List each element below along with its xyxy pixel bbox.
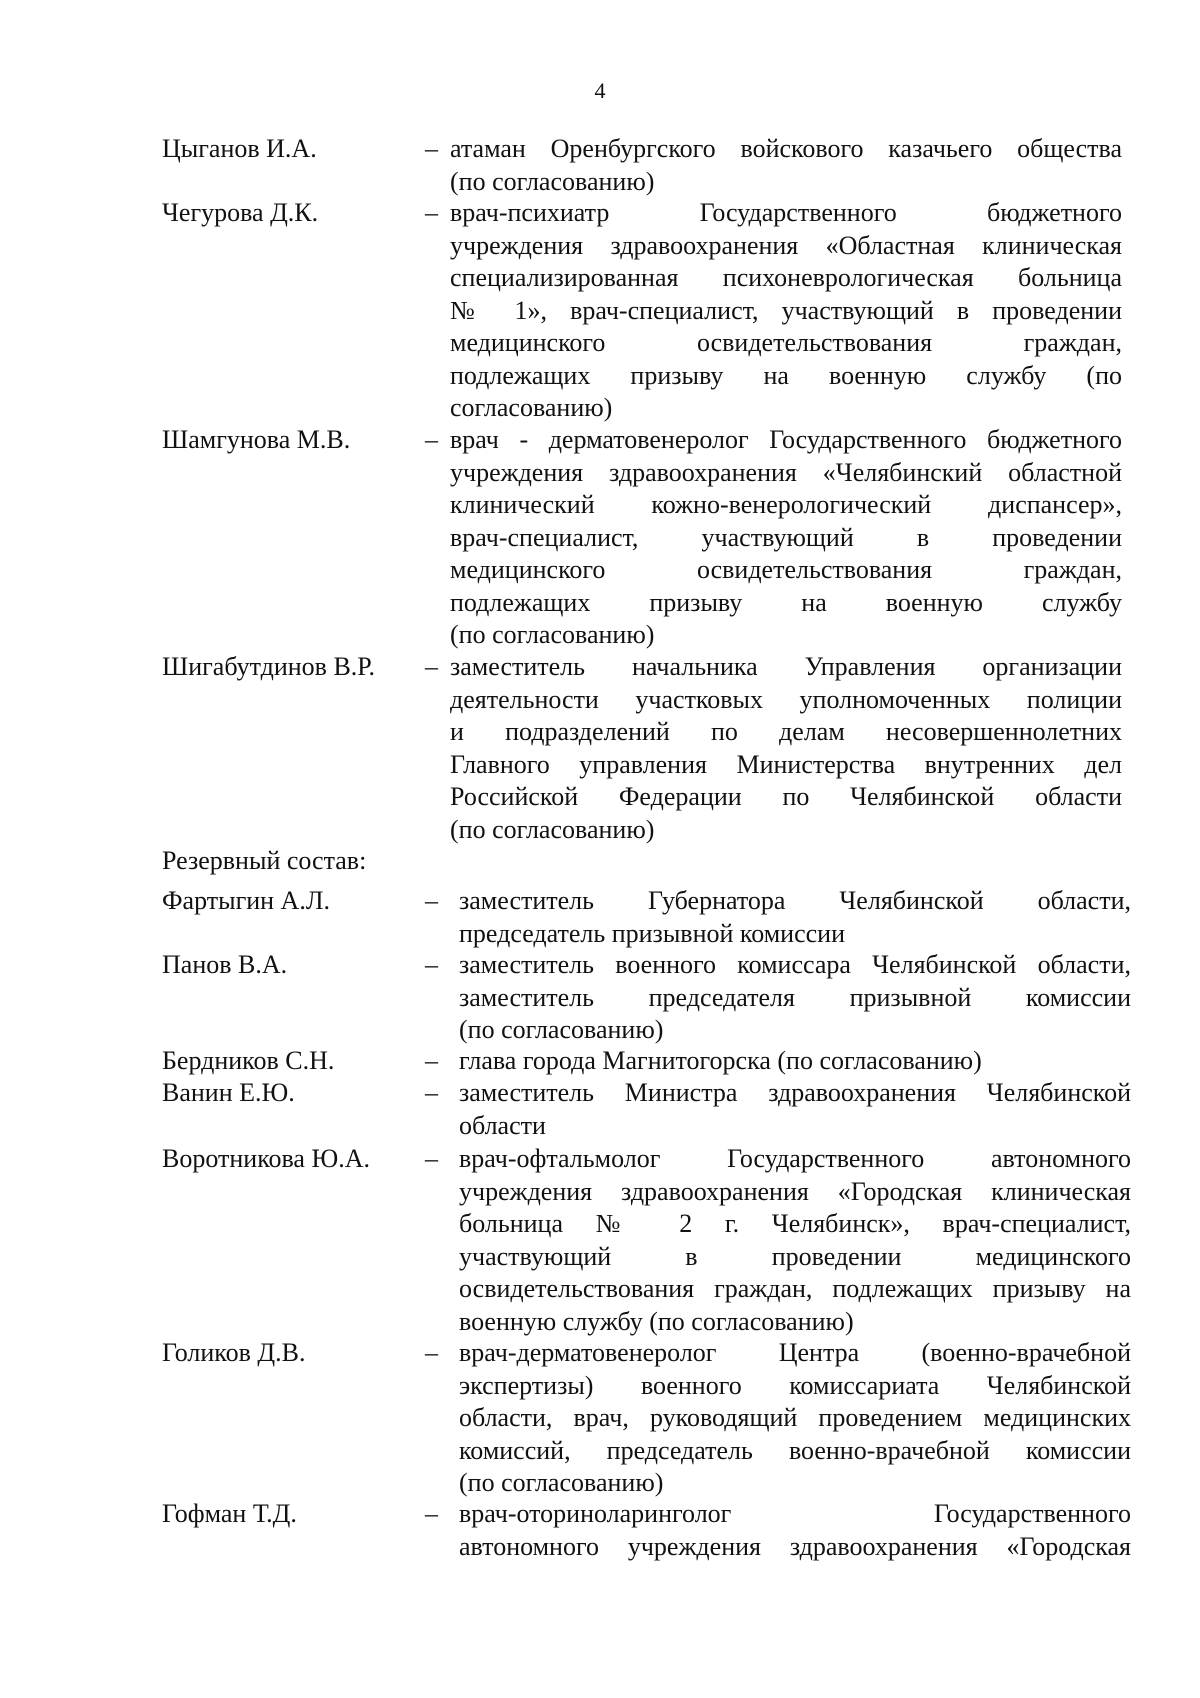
member-name: Шамгунова М.В. — [162, 425, 351, 454]
position-line: врач-дерматовенеролог Центра (военно-врачебной — [459, 1338, 1131, 1367]
position-line: (по согласованию) — [450, 166, 655, 196]
position-line: врач-специалист, участвующий в проведении — [450, 522, 1122, 552]
position-line: заместитель председателя призывной комиссии — [459, 982, 1131, 1012]
dash: – — [425, 134, 438, 163]
position-line: председатель призывной комиссии — [459, 918, 845, 948]
position-line: области, врач, руководящий проведением медицинских — [459, 1403, 1131, 1432]
dash: – — [425, 198, 438, 227]
member-name: Воротникова Ю.А. — [162, 1144, 370, 1173]
member-position — [450, 197, 1122, 425]
member-name: Бердников С.Н. — [162, 1046, 335, 1075]
dash: – — [425, 652, 438, 681]
position-line: специализированная психоневрологическая больница — [450, 263, 1122, 292]
member-position — [459, 949, 1131, 1047]
position-line: заместитель военного комиссара Челябинской области, — [459, 950, 1131, 979]
reserve-heading: Резервный состав: — [162, 846, 367, 875]
position-line: врач-оториноларинголог Государственного — [459, 1499, 1131, 1528]
position-line: № 1», врач-специалист, участвующий в проведении — [450, 295, 1122, 325]
position-line: медицинского освидетельствования граждан, — [450, 555, 1122, 584]
position-line: военную службу (по согласованию) — [459, 1306, 854, 1336]
position-line: комиссий, председатель военно-врачебной комиссии — [459, 1435, 1131, 1465]
position-line: деятельности участковых уполномоченных полиции — [450, 684, 1122, 714]
dash: – — [425, 1144, 438, 1173]
position-line: области — [459, 1110, 546, 1140]
position-line: освидетельствования граждан, подлежащих призыву на — [459, 1274, 1131, 1303]
member-name: Фартыгин А.Л. — [162, 886, 330, 915]
position-line: участвующий в проведении медицинского — [459, 1241, 1131, 1271]
member-name: Голиков Д.В. — [162, 1338, 306, 1367]
position-line: (по согласованию) — [459, 1468, 664, 1497]
position-line: (по согласованию) — [450, 814, 655, 844]
member-position — [450, 424, 1122, 652]
member-name: Гофман Т.Д. — [162, 1499, 297, 1528]
position-line: учреждения здравоохранения «Челябинский областной — [450, 457, 1122, 487]
member-name: Панов В.А. — [162, 950, 288, 979]
member-name: Чегурова Д.К. — [162, 198, 319, 227]
position-line: учреждения здравоохранения «Городская клиническая — [459, 1176, 1131, 1206]
dash: – — [425, 1078, 438, 1107]
position-line: глава города Магнитогорска (по согласованию) — [459, 1046, 982, 1075]
position-line: согласованию) — [450, 393, 613, 422]
position-line: больница № 2 г. Челябинск», врач-специалист, — [459, 1209, 1131, 1238]
member-position — [459, 1045, 1131, 1078]
position-line: и подразделений по делам несовершеннолетних — [450, 717, 1122, 746]
position-line: подлежащих призыву на военную службу (по — [450, 360, 1122, 390]
page-number: 4 — [594, 78, 606, 103]
dash: – — [425, 1338, 438, 1367]
dash: – — [425, 886, 438, 915]
dash: – — [425, 1046, 438, 1075]
position-line: (по согласованию) — [459, 1015, 664, 1044]
member-position — [459, 1143, 1131, 1338]
dash: – — [425, 1499, 438, 1528]
position-line: заместитель начальника Управления организации — [450, 652, 1122, 681]
position-line: медицинского освидетельствования граждан, — [450, 328, 1122, 357]
member-name: Шигабутдинов В.Р. — [162, 652, 375, 681]
member-name: Цыганов И.А. — [162, 134, 317, 163]
dash: – — [425, 950, 438, 979]
position-line: заместитель Губернатора Челябинской области, — [459, 886, 1131, 915]
member-position — [459, 885, 1131, 950]
member-position — [459, 1498, 1131, 1563]
dash: – — [425, 425, 438, 454]
position-line: атаман Оренбургского войскового казачьего общества — [450, 134, 1122, 163]
position-line: подлежащих призыву на военную службу — [450, 587, 1122, 617]
member-name: Ванин Е.Ю. — [162, 1078, 295, 1107]
position-line: Российской Федерации по Челябинской области — [450, 782, 1122, 811]
position-line: врач-психиатр Государственного бюджетного — [450, 198, 1122, 227]
position-line: учреждения здравоохранения «Областная клиническая — [450, 230, 1122, 260]
member-position — [450, 651, 1122, 846]
position-line: (по согласованию) — [450, 620, 655, 649]
position-line: Главного управления Министерства внутренних дел — [450, 749, 1122, 779]
member-position — [450, 133, 1122, 198]
position-line: клинический кожно-венерологический диспансер», — [450, 490, 1122, 519]
member-position — [459, 1337, 1131, 1500]
position-line: автономного учреждения здравоохранения «Городская — [459, 1531, 1131, 1561]
position-line: врач-офтальмолог Государственного автономного — [459, 1144, 1131, 1173]
member-position — [459, 1077, 1131, 1142]
position-line: врач - дерматовенеролог Государственного бюджетного — [450, 425, 1122, 454]
position-line: заместитель Министра здравоохранения Челябинской — [459, 1078, 1131, 1107]
position-line: экспертизы) военного комиссариата Челябинской — [459, 1370, 1131, 1400]
